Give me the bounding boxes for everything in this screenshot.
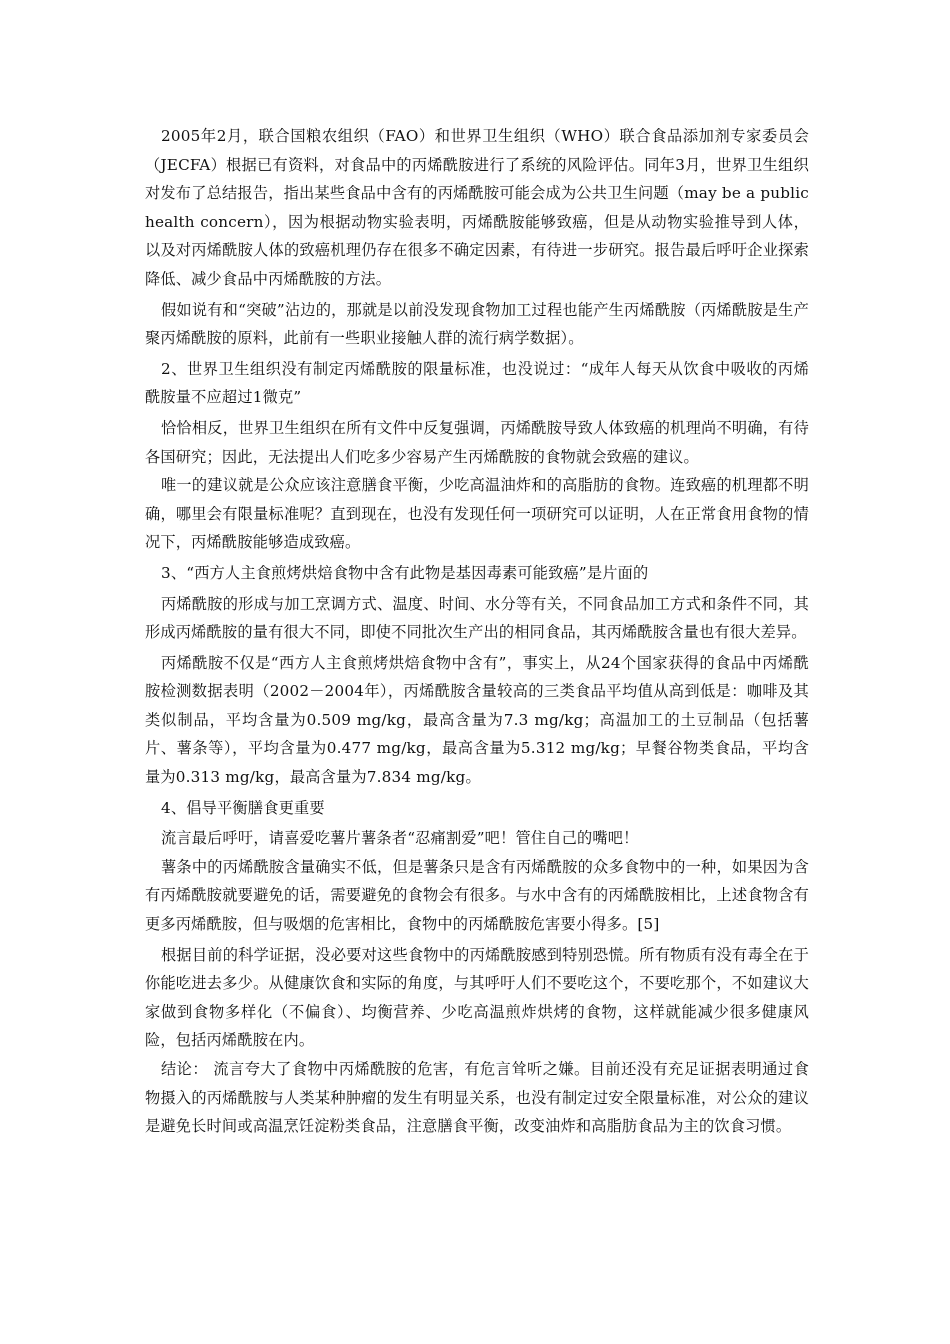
document-body [145,122,809,1141]
paragraph-rumor-appeal: 流言最后呼吁，请喜爱吃薯片薯条者“忍痛割爱”吧！管住自己的嘴吧！ [161,829,639,848]
paragraph-detection-data: 丙烯酰胺不仅是“西方人主食煎烤烘焙食物中含有”，事实上，从24个国家获得的食品中丙烯酰胺检测数据表明（2002－2004年），丙烯酰胺含量较高的三类食品平均值从高到低是：咖啡及其类似制品，平均含量为0.509 mg/kg，最高含量为7.3 mg/kg；高温加工的土豆制品（包括薯片、薯条等），平均含量为0.477 mg/kg，最高含量为5.312 mg/kg；早餐谷物类食品，平均含量为0.313 mg/kg，最高含量为7.834 mg/kg。 [145,653,809,787]
heading-balanced-diet: 4、倡导平衡膳食更重要 [161,798,325,817]
paragraph-conclusion: 结论： 流言夸大了食物中丙烯酰胺的危害，有危言耸听之嫌。目前还没有充足证据表明通过食物摄入的丙烯酰胺与人类某种肿瘤的发生有明显关系，也没有制定过安全限量标准，对公众的建议是避免长时间或高温烹饪淀粉类食品，注意膳食平衡，改变油炸和高脂肪食品为主的饮食习惯。 [145,1060,809,1136]
paragraph-fries-content: 薯条中的丙烯酰胺含量确实不低，但是薯条只是含有丙烯酰胺的众多食物中的一种，如果因为含有丙烯酰胺就要避免的话，需要避免的食物会有很多。与水中含有的丙烯酰胺相比，上述食物含有更多丙烯酰胺，但与吸烟的危害相比，食物中的丙烯酰胺危害要小得多。[5] [145,857,809,934]
paragraph-formation-factors: 丙烯酰胺的形成与加工烹调方式、温度、时间、水分等有关，不同食品加工方式和条件不同，其形成丙烯酰胺的量有很大不同，即使不同批次生产出的相同食品，其丙烯酰胺含量也有很大差异。 [145,594,809,642]
paragraph-who-emphasis: 恰恰相反，世界卫生组织在所有文件中反复强调，丙烯酰胺导致人体致癌的机理尚不明确，有待各国研究；因此，无法提出人们吃多少容易产生丙烯酰胺的食物就会致癌的建议。 [145,418,809,466]
paragraph-breakthrough: 假如说有和“突破”沾边的，那就是以前没发现食物加工过程也能产生丙烯酰胺（丙烯酰胺是生产聚丙烯酰胺的原料，此前有一些职业接触人群的流行病学数据）。 [145,300,809,348]
heading-western-diet-claim: 3、“西方人主食煎烤烘焙食物中含有此物是基因毒素可能致癌”是片面的 [161,563,649,582]
heading-no-limit-standard: 2、世界卫生组织没有制定丙烯酰胺的限量标准，也没说过：“成年人每天从饮食中吸收的丙烯酰胺量不应超过1微克” [145,359,809,407]
paragraph-scientific-evidence: 根据目前的科学证据，没必要对这些食物中的丙烯酰胺感到特别恐慌。所有物质有没有毒全在于你能吃进去多少。从健康饮食和实际的角度，与其呼吁人们不要吃这个，不要吃那个，不如建议大家做到食物多样化（不偏食）、均衡营养、少吃高温煎炸烘烤的食物，这样就能减少很多健康风险，包括丙烯酰胺在内。 [145,945,809,1050]
paragraph-risk-assessment: 2005年2月，联合国粮农组织（FAO）和世界卫生组织（WHO）联合食品添加剂专家委员会（JECFA）根据已有资料，对食品中的丙烯酰胺进行了系统的风险评估。同年3月，世界卫生组织对发布了总结报告，指出某些食品中含有的丙烯酰胺可能会成为公共卫生问题（may be a public health concern），因为根据动物实验表明，丙烯酰胺能够致癌，但是从动物实验推导到人体，以及对丙烯酰胺人体的致癌机理仍存在很多不确定因素，有待进一步研究。报告最后呼吁企业探索降低、减少食品中丙烯酰胺的方法。 [145,127,809,288]
paragraph-only-suggestion: 唯一的建议就是公众应该注意膳食平衡，少吃高温油炸和的高脂肪的食物。连致癌的机理都不明确，哪里会有限量标准呢？直到现在，也没有发现任何一项研究可以证明，人在正常食用食物的情况下，丙烯酰胺能够造成致癌。 [145,476,809,552]
